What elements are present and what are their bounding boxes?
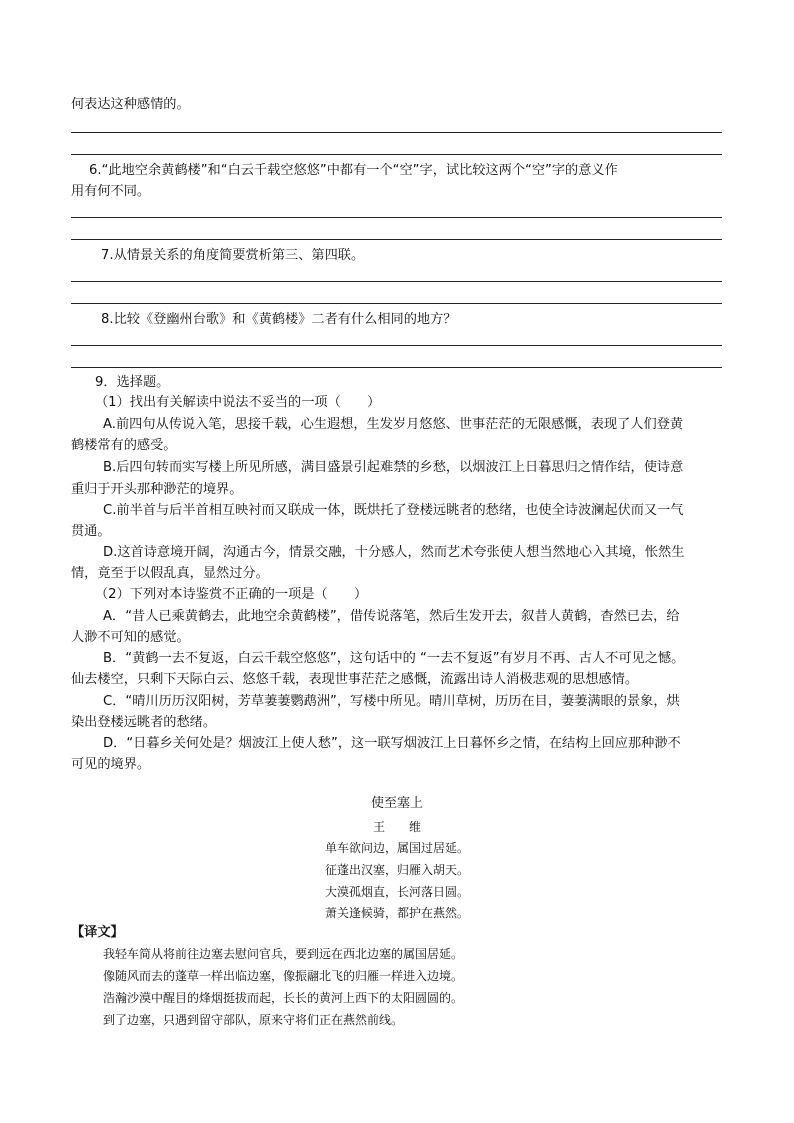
q9-sub2-option-b: B．“黄鹤一去不复返，白云千载空悠悠”，这句话中的 “一去不复返”有岁月不再、古人不可见之憾。	[103, 651, 685, 666]
poem-author: 王 维	[372, 820, 421, 834]
q9-sub1-option-b: B.后四句转而实写楼上所见所感，满目盛景引起难禁的乡愁，以烟波江上日暮思归之情作结，使诗意	[103, 460, 684, 475]
translation-line: 我轻车简从将前往边塞去慰问官兵，要到远在西北边塞的属国居延。	[103, 947, 464, 961]
q9-sub1-option-a: A.前四句从传说入笔，思接千载，心生遐想，生发岁月悠悠、世事茫茫的无限感慨，表现了人们登黄	[103, 417, 684, 432]
poem-title: 使至塞上	[370, 796, 423, 811]
answer-line	[71, 154, 722, 155]
answer-line	[71, 367, 722, 368]
answer-line	[71, 303, 722, 304]
poem-line: 征蓬出汉塞，归雁入胡天。	[324, 863, 469, 877]
q9-sub2-option-c: C．“晴川历历汉阳树，芳草萋萋鹦鹉洲”，写楼中所见。晴川草树，历历在目，萋萋满眼的景象，烘	[103, 694, 680, 709]
q9-sub1-option-d-cont: 情，竟至于以假乱真，显然过分。	[71, 566, 269, 581]
poem-line: 大漠孤烟直，长河落日圆。	[324, 885, 469, 899]
answer-line	[71, 239, 722, 240]
poem-line: 萧关逢候骑，都护在燕然。	[324, 906, 469, 920]
poem-line: 单车欲问边，属国过居延。	[324, 841, 469, 855]
question-6-line2: 用有何不同。	[71, 184, 151, 199]
translation-line: 浩瀚沙漠中醒目的烽烟挺拔而起，长长的黄河上西下的太阳圆圆的。	[103, 991, 464, 1005]
answer-line	[71, 345, 722, 346]
q9-sub2-stem: （2）下列对本诗鉴赏不正确的一项是（ ）	[95, 587, 368, 602]
q9-sub1-option-d: D.这首诗意境开阔，沟通古今，情景交融，十分感人，然而艺术夸张使人想当然地心入其境，怅然生	[103, 545, 685, 560]
question-7: 7.从情景关系的角度简要赏析第三、第四联。	[101, 248, 365, 263]
q9-sub1-option-c: C.前半首与后半首相互映衬而又联成一体，既烘托了登楼远眺者的愁绪，也使全诗波澜起伏而又一气	[103, 503, 684, 518]
q9-sub2-option-d: D．“日暮乡关何处是？烟波江上使人愁”，这一联写烟波江上日暮怀乡之情，在结构上回应那种渺不	[103, 736, 681, 751]
translation-heading: 【译文】	[71, 925, 124, 940]
q9-sub2-option-a-cont: 人渺不可知的感觉。	[71, 630, 190, 645]
answer-line	[71, 281, 722, 282]
q9-sub1-option-b-cont: 重归于开头那种渺茫的境界。	[71, 482, 243, 497]
q9-sub2-option-d-cont: 可见的境界。	[71, 757, 151, 772]
q9-sub1-option-c-cont: 贯通。	[71, 524, 111, 539]
answer-line	[71, 132, 722, 133]
translation-line: 像随风而去的蓬草一样出临边塞，像振翮北飞的归雁一样进入边境。	[103, 969, 464, 983]
q5-tail: 何表达这种感情的。	[71, 97, 190, 112]
question-6-line1: 6.“此地空余黄鹤楼”和“白云千载空悠悠”中都有一个“空”字，试比较这两个“空”字的意义作	[89, 163, 618, 178]
q9-sub1-stem: （1）找出有关解读中说法不妥当的一项（ ）	[95, 395, 381, 410]
question-8: 8.比较《登幽州台歌》和《黄鹤楼》二者有什么相同的地方？	[101, 312, 457, 327]
answer-line	[71, 217, 722, 218]
translation-line: 到了边塞，只遇到留守部队，原来守将们正在燕然前线。	[103, 1013, 404, 1027]
q9-sub1-option-a-cont: 鹤楼常有的感受。	[71, 438, 177, 453]
q9-sub2-option-b-cont: 仙去楼空，只剩下天际白云、悠悠千载，表现世事茫茫之感慨，流露出诗人消极悲观的思想感情。	[71, 672, 639, 687]
q9-sub2-option-c-cont: 染出登楼远眺者的愁绪。	[71, 715, 217, 730]
question-9-title: 9．选择题。	[95, 375, 170, 390]
q9-sub2-option-a: A．“昔人已乘黄鹤去，此地空余黄鹤楼”，借传说落笔，然后生发开去，叙昔人黄鹤，杳然已去，给	[103, 609, 680, 624]
